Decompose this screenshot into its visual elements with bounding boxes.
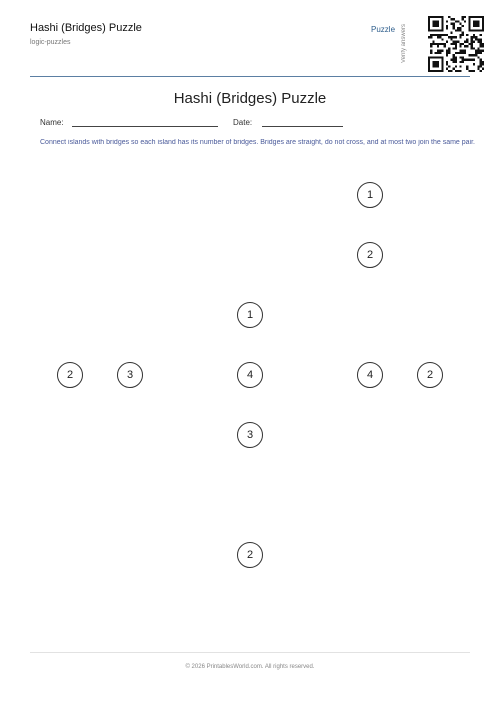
island[interactable]: 1 [357,182,383,208]
date-field[interactable] [262,126,343,127]
document-title: Hashi (Bridges) Puzzle [173,90,327,107]
header-tag-link[interactable]: Puzzle [371,25,396,34]
header-title: Hashi (Bridges) Puzzle [30,22,142,34]
date-label: Date: [233,118,253,127]
island[interactable]: 4 [237,362,263,388]
header-divider [30,76,470,77]
island[interactable]: 1 [237,302,263,328]
island[interactable]: 2 [417,362,443,388]
name-label: Name: [40,118,64,127]
island[interactable]: 3 [117,362,143,388]
island[interactable]: 3 [237,422,263,448]
island[interactable]: 2 [237,542,263,568]
island[interactable]: 2 [57,362,83,388]
footer-copyright: © 2026 PrintablesWorld.com. All rights reserved. [185,664,315,670]
island[interactable]: 2 [357,242,383,268]
qr-code-icon[interactable] [428,16,484,72]
footer-divider [30,652,470,653]
instructions: Connect islands with bridges so each island has its number of bridges. Bridges are straight, do not cross, and at most two join the same pair. [40,139,476,146]
name-field[interactable] [72,126,218,127]
island[interactable]: 4 [357,362,383,388]
header-subtitle: logic-puzzles [30,39,71,46]
verify-answers-label: Verify answers [401,23,407,63]
